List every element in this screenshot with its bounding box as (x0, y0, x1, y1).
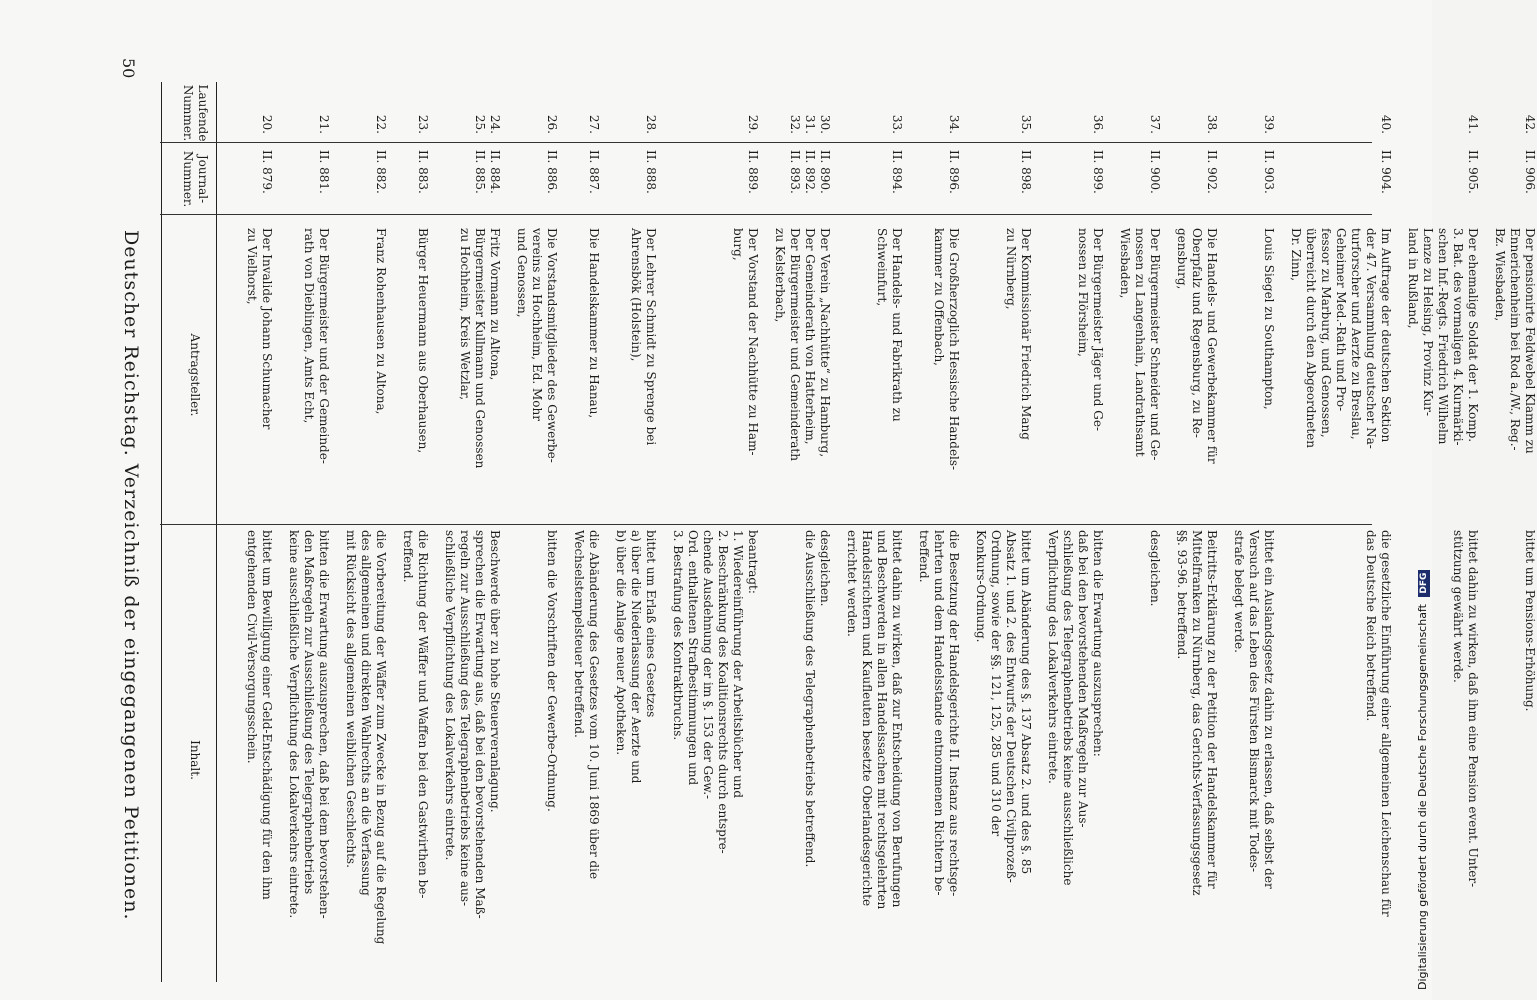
cell-antragsteller-line: Ahrensbök (Holstein), (629, 228, 643, 362)
cell-antragsteller (1492, 228, 1537, 518)
cell-inhalt-line: Verpflichtung des Lokalverkehrs eintrete. (1046, 530, 1060, 784)
cell-inhalt (343, 530, 388, 980)
cell-inhalt-line: die Ausschließung des Telegraphenbetriebs betreffend. (803, 530, 817, 868)
cell-inhalt-line: den Maßregeln zur Ausschließung des Telegraphenbetriebs (302, 530, 316, 895)
column-divider (160, 142, 1372, 143)
cell-antragsteller-line: Wiesbaden, (1118, 228, 1132, 299)
cell-inhalt-line: §§. 93-96. betreffend. (1175, 530, 1189, 660)
cell-journal-nummer-line: II. 883. (416, 150, 430, 194)
cell-inhalt-line: bittet um Abänderung des §. 137 Absatz 2. und des §. 85 (1019, 530, 1033, 875)
cell-inhalt (442, 530, 502, 980)
cell-journal-nummer (586, 150, 601, 206)
cell-journal-nummer (415, 150, 430, 206)
cell-inhalt (916, 530, 961, 980)
cell-antragsteller (457, 228, 502, 518)
cell-laufende-nummer-line: 37. (1148, 114, 1162, 134)
cell-inhalt (571, 530, 601, 980)
cell-inhalt-line: die gesetzliche Einführung einer allgemeinen Leichenschau für (1379, 530, 1393, 917)
cell-antragsteller-line: Ennerichenheim bei Rod a./W., Reg.- (1508, 228, 1522, 451)
cell-journal-nummer (472, 150, 502, 206)
cell-laufende-nummer (316, 92, 331, 134)
cell-antragsteller-line: Die Vorstandsmitglieder des Gewerbe- (545, 228, 559, 463)
cell-inhalt-line: Absatz 1. und 2. des Entwurfs der Deutschen Civilprozeß- (1004, 530, 1018, 883)
cell-laufende-nummer (745, 92, 760, 134)
dfg-logo: DFG (1418, 570, 1430, 597)
cell-antragsteller (874, 228, 904, 518)
cell-journal-nummer (1147, 150, 1162, 206)
cell-laufende-nummer-line: 33. (890, 114, 904, 134)
cell-antragsteller-line: Dr. Zinn, (1289, 228, 1303, 282)
cell-journal-nummer-line: II. 898. (1019, 150, 1033, 194)
cell-journal-nummer-line: II. 885. (473, 150, 487, 194)
cell-journal-nummer-line: II. 890. (818, 150, 832, 194)
cell-inhalt-line: die Vorbereitung der Wäffer zum Zwecke in Bezug auf die Regelung (374, 530, 388, 945)
cell-journal-nummer (1018, 150, 1033, 206)
cell-antragsteller-line: Im Auftrage der deutschen Sektion (1379, 228, 1393, 443)
cell-laufende-nummer (415, 92, 430, 134)
cell-antragsteller-line: Die Handels- und Gewerbekammer für (1205, 228, 1219, 464)
cell-antragsteller-line: Der Vorstand der Nachhütte zu Ham- (746, 228, 760, 456)
cell-laufende-nummer-line: 40. (1379, 114, 1393, 134)
cell-antragsteller-line: zu Hochheim, Kreis Wetzlar, (458, 228, 472, 401)
cell-inhalt-line: Wechselstempelsteuer betreffend. (572, 530, 586, 738)
cell-inhalt-line: a) über die Niederlassung der Aerzte und (629, 530, 643, 784)
cell-antragsteller-line: zu Nürnberg, (1004, 228, 1018, 310)
cell-journal-nummer (259, 150, 274, 206)
cell-antragsteller-line: Louis Siegel zu Southampton, (1262, 228, 1276, 410)
cell-laufende-nummer-line: 38. (1205, 114, 1219, 134)
cell-journal-nummer-line: II. 903. (1262, 150, 1276, 194)
cell-journal-nummer (1465, 150, 1480, 206)
cell-inhalt-line: daß bei den bevorstehenden Maßregeln zur Aus- (1076, 530, 1090, 828)
cell-laufende-nummer-line: 23. (416, 114, 430, 134)
cell-laufende-nummer-line: 35. (1019, 114, 1033, 134)
cell-inhalt-line: sprechen die Erwartung aus, daß bei den bevorstehenden Maß- (473, 530, 487, 919)
cell-inhalt-line: Ordnung, sowie der §§. 121, 125, 285 und 310 der (989, 530, 1003, 837)
cell-journal-nummer-line: II. 893. (788, 150, 802, 194)
cell-journal-nummer (745, 150, 760, 206)
cell-antragsteller-line: zu Vielhorst, (245, 228, 259, 305)
cell-journal-nummer-line: II. 904. (1379, 150, 1393, 194)
cell-journal-nummer-line: II. 900. (1148, 150, 1162, 194)
cell-antragsteller (931, 228, 961, 518)
cell-journal-nummer-line: II. 886. (545, 150, 559, 194)
cell-antragsteller-line: burg, (731, 228, 745, 261)
cell-laufende-nummer (1522, 92, 1537, 134)
cell-antragsteller-line: Geheimer Med.-Rath und Pro- (1334, 228, 1348, 412)
digitization-footer (1416, 570, 1430, 990)
cell-inhalt-line: desgleichen. (818, 530, 832, 607)
cell-journal-nummer-line: II. 881. (317, 150, 331, 194)
cell-inhalt (613, 530, 658, 980)
cell-laufende-nummer-line: 26. (545, 114, 559, 134)
cell-inhalt-line: regeln zur Ausschließung des Telegraphenbetriebs keine aus- (458, 530, 472, 907)
cell-inhalt (544, 530, 559, 980)
cell-inhalt-line: schließliche Verpflichtung des Lokalverkehrs eintrete. (443, 530, 457, 861)
cell-laufende-nummer (946, 92, 961, 134)
header-rule-bottom (216, 82, 217, 982)
cell-journal-nummer-line: II. 902. (1205, 150, 1219, 194)
cell-antragsteller-line: vereins zu Hochheim, Ed. Mohr (530, 228, 544, 421)
cell-antragsteller-line: Der Lehrer Schmidt zu Sprenge bei (644, 228, 658, 446)
cell-laufende-nummer (1465, 92, 1480, 134)
cell-antragsteller (301, 228, 331, 518)
column-header-journal: Journal- Nummer. (181, 150, 210, 208)
cell-inhalt-line: die Abänderung des Gesetzes vom 10. Juni 1869 über die (587, 530, 601, 880)
cell-laufende-nummer (1261, 92, 1276, 134)
cell-laufende-nummer (1204, 92, 1219, 134)
cell-inhalt-line: bittet dahin zu wirken, daß zur Entscheidung von Berufungen (890, 530, 904, 908)
cell-laufende-nummer (373, 92, 388, 134)
cell-laufende-nummer-line: 28. (644, 114, 658, 134)
cell-journal-nummer-line: II. 889. (746, 150, 760, 194)
cell-laufende-nummer-line: 20. (260, 114, 274, 134)
cell-laufende-nummer (1090, 92, 1105, 134)
cell-antragsteller-line: 3. Bat. des vormaligen 4. Kurmärki- (1451, 228, 1465, 446)
cell-laufende-nummer-line: 25. (473, 114, 487, 134)
cell-inhalt-line: die Besetzung der Handelsgerichte II. Instanz aus rechtsge- (947, 530, 961, 897)
cell-inhalt-line: bittet um Bewilligung einer Geld-Entschädigung für den ihm (260, 530, 274, 900)
cell-inhalt-line: des allgemeinen und direkten Wahlrechts an die Verfassung (359, 530, 373, 896)
cell-inhalt-line: Beitritts-Erklärung zu der Petition der Handelskammer für (1205, 530, 1219, 889)
cell-laufende-nummer (259, 92, 274, 134)
cell-antragsteller-line: Bürgermeister Kullmann und Genossen (473, 228, 487, 469)
cell-antragsteller-line: und Genossen, (515, 228, 529, 318)
cell-journal-nummer (1204, 150, 1219, 206)
cell-antragsteller-line: Der Gemeinderath von Hatterheim, (803, 228, 817, 445)
cell-inhalt-line: desgleichen. (1148, 530, 1162, 607)
column-header-laufende: Laufende Nummer. (181, 84, 210, 142)
cell-antragsteller (1261, 228, 1276, 518)
cell-inhalt-line: lehrten und dem Handelsstande entnommenen Richtern be- (932, 530, 946, 896)
cell-inhalt (670, 530, 760, 980)
cell-journal-nummer (1090, 150, 1105, 206)
cell-antragsteller-line: Der Kommissionär Friedrich Mang (1019, 228, 1033, 440)
cell-antragsteller-line: Der Bürgermeister und Gemeinderath (788, 228, 802, 461)
cell-journal-nummer (316, 150, 331, 206)
cell-laufende-nummer-line: 27. (587, 114, 601, 134)
cell-journal-nummer-line: II. 879. (260, 150, 274, 194)
cell-laufende-nummer (889, 92, 904, 134)
cell-inhalt-line: treffend. (917, 530, 931, 583)
cell-inhalt (1363, 530, 1393, 980)
cell-inhalt (973, 530, 1033, 980)
cell-inhalt-line: stützung gewährt werde. (1451, 530, 1465, 683)
cell-antragsteller-line: Die Großherzoglich Hessische Handels- (947, 228, 961, 471)
cell-journal-nummer (1378, 150, 1393, 206)
cell-laufende-nummer (586, 92, 601, 134)
cell-antragsteller (1174, 228, 1219, 518)
cell-journal-nummer-line: II. 896. (947, 150, 961, 194)
cell-laufende-nummer-line: 34. (947, 114, 961, 134)
cell-inhalt-line: 2. Beschränkung des Koalitionsrechts durch entspre- (716, 530, 730, 854)
cell-antragsteller-line: Der Bürgermeister Jäger und Ge- (1091, 228, 1105, 432)
cell-antragsteller (586, 228, 601, 518)
cell-antragsteller-line: Oberpfalz und Regensburg, zu Re- (1190, 228, 1204, 438)
cell-antragsteller (415, 228, 430, 518)
cell-inhalt (844, 530, 904, 980)
cell-antragsteller (1288, 228, 1393, 518)
cell-journal-nummer-line: II. 892. (803, 150, 817, 194)
cell-antragsteller-line: Franz Rohenhausen zu Altona, (374, 228, 388, 415)
cell-inhalt-line: 3. Bestrafung des Kontraktbruchs. (671, 530, 685, 741)
cell-inhalt (1147, 530, 1162, 980)
cell-inhalt-line: 1. Wiedereinführung der Arbeitsbücher und (731, 530, 745, 799)
column-divider (160, 214, 1372, 215)
cell-inhalt-line: Mittelfranken zu Nürnberg, das Gerichts-Verfassungsgesetz (1190, 530, 1204, 896)
cell-antragsteller-line: Der Verein „Nachhütte“ zu Hamburg, (818, 228, 832, 458)
cell-laufende-nummer (643, 92, 658, 134)
column-header-inhalt: Inhalt. (188, 740, 202, 780)
cell-laufende-nummer-line: 22. (374, 114, 388, 134)
cell-antragsteller-line: der 47. Versammlung deutscher Na- (1364, 228, 1378, 449)
cell-journal-nummer-line: II. 905. (1466, 150, 1480, 194)
cell-inhalt-line: keine ausschließliche Verpflichtung des Lokalverkehrs eintrete. (287, 530, 301, 919)
cell-antragsteller-line: nossen zu Langenhain, Landrathsamt (1133, 228, 1147, 457)
cell-antragsteller-line: Bürger Heuermann aus Oberhausen, (416, 228, 430, 454)
cell-inhalt-line: treffend. (401, 530, 415, 583)
cell-inhalt (286, 530, 331, 980)
cell-laufende-nummer-line: 36. (1091, 114, 1105, 134)
footer-text: Digitalisierung gefördert durch die Deutsche Forschungsgemeinschaft (1416, 604, 1429, 990)
cell-inhalt (1174, 530, 1219, 980)
cell-inhalt (1231, 530, 1276, 980)
cell-inhalt-line: errichtet werden. (845, 530, 859, 637)
cell-inhalt-line: bittet dahin zu wirken, daß ihm eine Pension event. Unter- (1466, 530, 1480, 888)
cell-inhalt-line: Konkurs-Ordnung. (974, 530, 988, 643)
cell-journal-nummer (544, 150, 559, 206)
cell-antragsteller-line: Die Handelskammer zu Hanau, (587, 228, 601, 419)
column-header-antragsteller: Antragsteller. (188, 333, 202, 417)
cell-laufende-nummer (787, 92, 832, 134)
cell-laufende-nummer-line: 32. (788, 114, 802, 134)
cell-antragsteller-line: gensburg, (1175, 228, 1189, 290)
cell-journal-nummer (889, 150, 904, 206)
cell-antragsteller-line: Der pensionirte Feldwebel Klamm zu (1523, 228, 1537, 454)
cell-antragsteller-line: turforscher und Aerzte zu Breslau, (1349, 228, 1363, 440)
cell-antragsteller (244, 228, 274, 518)
cell-antragsteller (628, 228, 658, 518)
cell-inhalt-line: entgehenden Civil-Versorgungsschein. (245, 530, 259, 764)
cell-laufende-nummer (1378, 92, 1393, 134)
cell-inhalt-line: bitten die Vorschriften der Gewerbe-Ordnung. (545, 530, 559, 812)
cell-antragsteller (772, 228, 832, 518)
cell-antragsteller (730, 228, 760, 518)
cell-inhalt (1045, 530, 1105, 980)
column-divider (160, 524, 1372, 525)
cell-antragsteller-line: Fritz Vormann zu Altona, (488, 228, 502, 381)
cell-inhalt-line: Handelsrichtern und Kaufleuten besetzte Oberlandesgerichte (860, 530, 874, 907)
cell-inhalt-line: Versuch auf das Leben des Fürsten Bismarck mit Todes- (1247, 530, 1261, 873)
cell-laufende-nummer-line: 29. (746, 114, 760, 134)
cell-laufende-nummer-line: 42. (1523, 114, 1537, 134)
cell-antragsteller-line: land in Rußland, (1406, 228, 1420, 329)
cell-antragsteller (1003, 228, 1033, 518)
cell-inhalt-line: bittet ein Auslandsgesetz dahin zu erlassen, daß selbst der (1262, 530, 1276, 889)
cell-inhalt (244, 530, 274, 980)
cell-antragsteller-line: überreicht durch den Abgeordneten (1304, 228, 1318, 449)
cell-inhalt-line: Beschwerde über zu hohe Steuerveranlagung. (488, 530, 502, 813)
cell-inhalt-line: schließung des Telegraphenbetriebs keine ausschließliche (1061, 530, 1075, 886)
page-title: Deutscher Reichstag. Verzeichniß der eingegangenen Petitionen. (120, 230, 142, 921)
cell-antragsteller-line: kammer zu Offenbach, (932, 228, 946, 366)
cell-journal-nummer-line: II. 884. (488, 150, 502, 194)
cell-journal-nummer-line: II. 899. (1091, 150, 1105, 194)
cell-antragsteller-line: Bz. Wiesbaden, (1493, 228, 1507, 322)
cell-inhalt-line: bittet um Pensions-Erhöhung. (1523, 530, 1537, 712)
cell-antragsteller-line: Der Bürgermeister und der Gemeinde- (317, 228, 331, 464)
cell-laufende-nummer-line: 31. (803, 114, 817, 134)
page-number: 50 (119, 58, 138, 79)
cell-antragsteller (1405, 228, 1480, 518)
cell-inhalt (400, 530, 430, 980)
cell-inhalt-line: bitten die Erwartung auszusprechen: (1091, 530, 1105, 757)
cell-antragsteller (373, 228, 388, 518)
cell-journal-nummer (1261, 150, 1276, 206)
cell-laufende-nummer-line: 41. (1466, 114, 1480, 134)
cell-inhalt-line: das Deutsche Reich betreffend. (1364, 530, 1378, 722)
cell-antragsteller-line: Der ehemalige Soldat der 1. Komp. (1466, 228, 1480, 443)
cell-inhalt-line: bittet um Erlaß eines Gesetzes (644, 530, 658, 718)
cell-journal-nummer (373, 150, 388, 206)
cell-antragsteller (1075, 228, 1105, 518)
cell-inhalt-line: Ord. enthaltenen Strafbestimmungen und (686, 530, 700, 786)
cell-antragsteller-line: Schweinfurt, (875, 228, 889, 307)
cell-antragsteller-line: nossen zu Flörsheim, (1076, 228, 1090, 357)
cell-inhalt-line: die Richtung der Wäffer und Waffen bei den Gastwirthen be- (416, 530, 430, 899)
cell-journal-nummer (1522, 150, 1537, 206)
cell-laufende-nummer (544, 92, 559, 134)
cell-antragsteller-line: Der Handels- und Fabrikrath zu (890, 228, 904, 422)
cell-antragsteller-line: Der Bürgermeister Schneider und Ge- (1148, 228, 1162, 461)
cell-inhalt (802, 530, 832, 980)
cell-laufende-nummer-line: 39. (1262, 114, 1276, 134)
cell-inhalt-line: b) über die Anlage neuer Apotheken. (614, 530, 628, 756)
cell-antragsteller-line: rath von Dieblingen, Amts Echt, (302, 228, 316, 424)
cell-inhalt (1522, 530, 1537, 980)
cell-inhalt-line: und Beschwerden in allen Handelssachen mit rechtsgelehrten (875, 530, 889, 910)
cell-antragsteller-line: Lenze zu Helsing, Provinz Kur- (1421, 228, 1435, 417)
cell-journal-nummer-line: II. 888. (644, 150, 658, 194)
cell-journal-nummer (946, 150, 961, 206)
cell-laufende-nummer-line: 21. (317, 114, 331, 134)
cell-laufende-nummer (1018, 92, 1033, 134)
cell-inhalt-line: strafe belegt werde. (1232, 530, 1246, 653)
cell-journal-nummer-line: II. 906. (1523, 150, 1537, 194)
cell-laufende-nummer (1147, 92, 1162, 134)
cell-antragsteller-line: Der Invalide Johann Schumacher (260, 228, 274, 430)
cell-inhalt-line: chende Ausdehnung der im §. 153 der Gew.- (701, 530, 715, 800)
cell-inhalt-line: bitten die Erwartung auszusprechen, daß bei dem bevorstehen- (317, 530, 331, 919)
cell-journal-nummer-line: II. 894. (890, 150, 904, 194)
cell-inhalt-line: beantragt: (746, 530, 760, 594)
cell-antragsteller (1117, 228, 1162, 518)
cell-laufende-nummer (472, 92, 502, 134)
cell-journal-nummer-line: II. 887. (587, 150, 601, 194)
header-rule-top (161, 82, 162, 982)
cell-antragsteller-line: zu Kelsterbach, (773, 228, 787, 323)
cell-laufende-nummer-line: 24. (488, 114, 502, 134)
cell-antragsteller (514, 228, 559, 518)
cell-journal-nummer-line: II. 882. (374, 150, 388, 194)
cell-inhalt (1450, 530, 1480, 980)
cell-laufende-nummer-line: 30. (818, 114, 832, 134)
cell-antragsteller-line: fessor zu Marburg, und Genossen, (1319, 228, 1333, 438)
cell-antragsteller-line: schen Inf.-Regts. Friedrich Wilhelm (1436, 228, 1450, 445)
cell-journal-nummer (643, 150, 658, 206)
cell-inhalt-line: mit Rücksicht des allgemeinen weiblichen Geschlechts. (344, 530, 358, 868)
cell-journal-nummer (787, 150, 832, 206)
